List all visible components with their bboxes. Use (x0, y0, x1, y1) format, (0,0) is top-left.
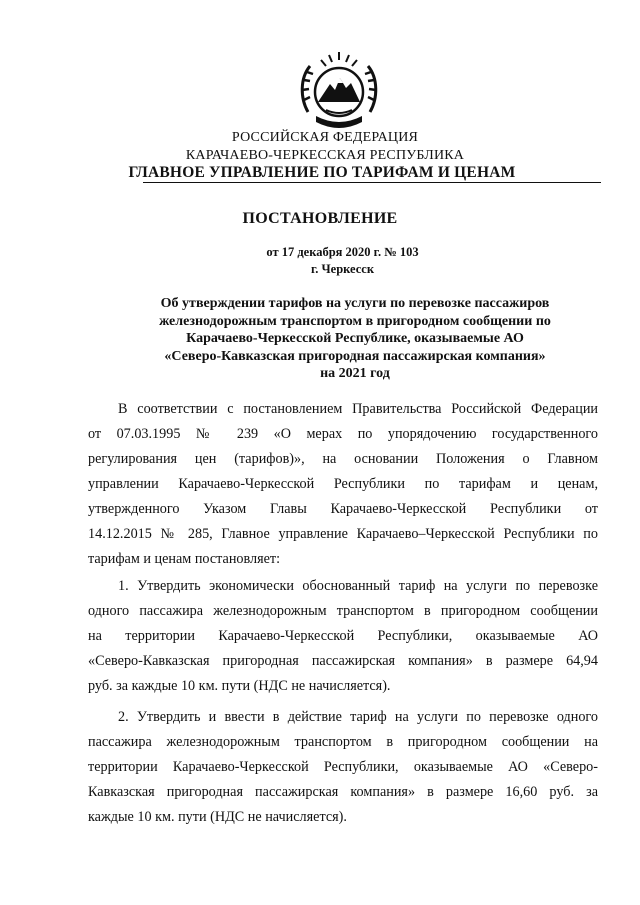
document-date-number: от 17 декабря 2020 г. № 103 (266, 245, 419, 259)
header-agency: ГЛАВНОЕ УПРАВЛЕНИЕ ПО ТАРИФАМ И ЦЕНАМ (128, 164, 516, 181)
text-line: от 07.03.1995 № 239 «О мерах по упорядочению государственного (88, 426, 598, 442)
text-line: управлении Карачаево-Черкесской Республики по тарифам и ценам, (88, 476, 598, 492)
coat-of-arms-icon (296, 50, 382, 132)
document-type: ПОСТАНОВЛЕНИЕ (242, 210, 398, 227)
text-line: Кавказская пригородная пассажирская компания» в размере 16,60 руб. за (88, 784, 598, 800)
preamble-paragraph (88, 397, 598, 572)
clause-2-paragraph (88, 705, 598, 830)
subject-line: «Северо-Кавказская пригородная пассажирская компания» (164, 348, 546, 364)
text-line: «Северо-Кавказская пригородная пассажирская компания» в размере 64,94 (88, 653, 598, 669)
text-line: регулирования цен (тарифов)», на основании Положения о Главном (88, 451, 598, 467)
document-city: г. Черкесск (310, 262, 375, 276)
header-republic: КАРАЧАЕВО-ЧЕРКЕССКАЯ РЕСПУБЛИКА (185, 148, 465, 163)
text-line: руб. за каждые 10 км. пути (НДС не начисляется). (88, 678, 391, 694)
text-line: тарифам и ценам постановляет: (88, 551, 281, 567)
subject-line: на 2021 год (320, 366, 390, 381)
subject-line: железнодорожным транспортом в пригородном сообщении по (159, 313, 551, 329)
header-divider (143, 182, 601, 183)
document-subject (90, 295, 620, 383)
text-line: каждые 10 км. пути (НДС не начисляется). (88, 809, 347, 825)
text-line: одного пассажира железнодорожным транспортом в пригородном сообщении (88, 603, 598, 619)
clause-1-paragraph (88, 574, 598, 699)
text-line: В соответствии с постановлением Правительства Российской Федерации (118, 401, 598, 417)
subject-line: Об утверждении тарифов на услуги по перевозке пассажиров (160, 296, 550, 311)
text-line: 1. Утвердить экономически обоснованный тариф на услуги по перевозке (118, 578, 598, 594)
text-line: утвержденного Указом Главы Карачаево-Черкесской Республики от (88, 501, 598, 517)
text-line: на территории Карачаево-Черкесской Республики, оказываемые АО (88, 628, 598, 644)
header-country: РОССИЙСКАЯ ФЕДЕРАЦИЯ (231, 130, 419, 145)
text-line: 14.12.2015 № 285, Главное управление Карачаево–Черкесской Республики по (88, 526, 598, 542)
text-line: пассажира железнодорожным транспортом в пригородном сообщении на (88, 734, 598, 750)
subject-line: Карачаево-Черкесской Республике, оказываемые АО (186, 331, 524, 346)
text-line: территории Карачаево-Черкесской Республики, оказываемые АО «Северо- (88, 759, 598, 775)
text-line: 2. Утвердить и ввести в действие тариф на услуги по перевозке одного (118, 709, 598, 725)
